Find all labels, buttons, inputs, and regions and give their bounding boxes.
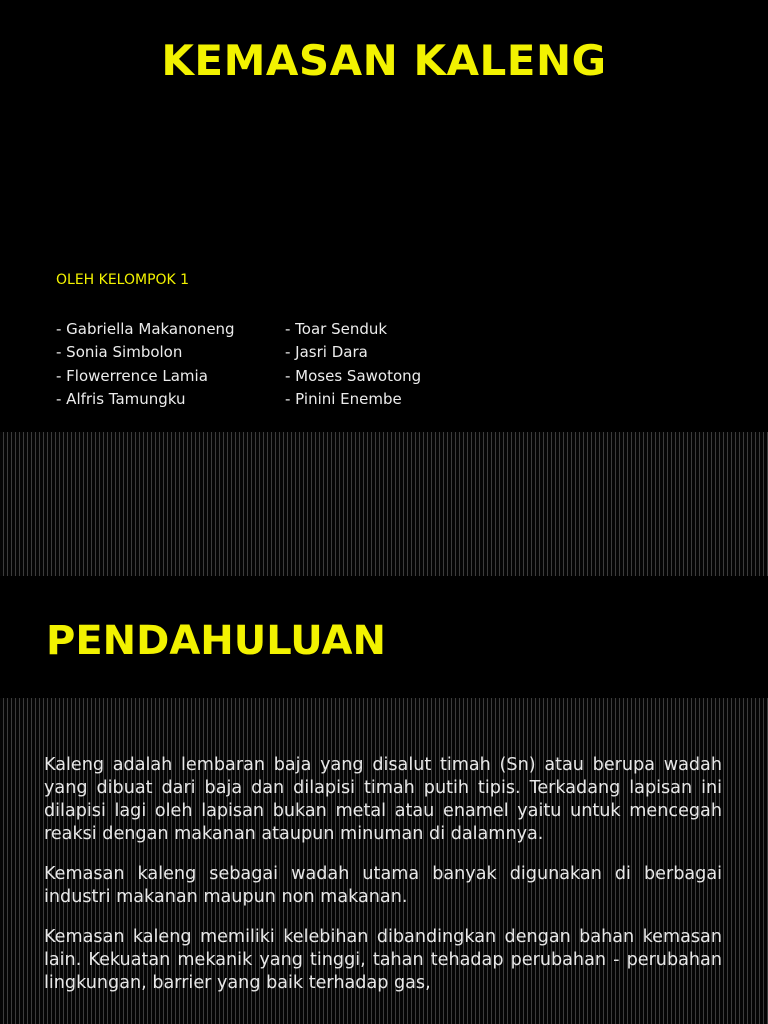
group-label: OLEH KELOMPOK 1 (56, 272, 190, 288)
section-title: PENDAHULUAN (46, 618, 386, 664)
members-right-column (285, 318, 421, 411)
member-name: - Alfris Tamungku (56, 389, 186, 408)
member-name: - Toar Senduk (285, 320, 388, 338)
members-left-column (56, 318, 235, 411)
member-name: - Gabriella Makanoneng (56, 320, 235, 338)
paragraph: Kemasan kaleng sebagai wadah utama banyak digunakan di berbagai industri makanan maupun non makanan. (44, 864, 722, 907)
member-name: - Flowerrence Lamia (56, 366, 208, 385)
member-name: - Jasri Dara (285, 343, 368, 362)
slide-title (0, 0, 768, 432)
member-name: - Moses Sawotong (285, 366, 422, 385)
paragraph: Kaleng adalah lembaran baja yang disalut timah (Sn) atau berupa wadah yang dibuat dari baja dan dilapisi timah putih tipis. Terkadang lapisan ini dilapisi lagi oleh lapisan bukan metal atau enamel yaitu untuk mencegah reaksi dengan makanan ataupun minuman di dalamnya. (44, 755, 722, 844)
member-name: - Pinini Enembe (285, 389, 402, 408)
slide-title-heading: KEMASAN KALENG (161, 36, 607, 85)
body-text (44, 754, 722, 1012)
member-name: - Sonia Simbolon (56, 343, 183, 362)
striped-background (0, 432, 768, 576)
paragraph: Kemasan kaleng memiliki kelebihan dibandingkan dengan bahan kemasan lain. Kekuatan mekanik yang tinggi, tahan tehadap perubahan - perubahan lingkungan, barrier yang baik terhadap gas, (44, 927, 722, 993)
